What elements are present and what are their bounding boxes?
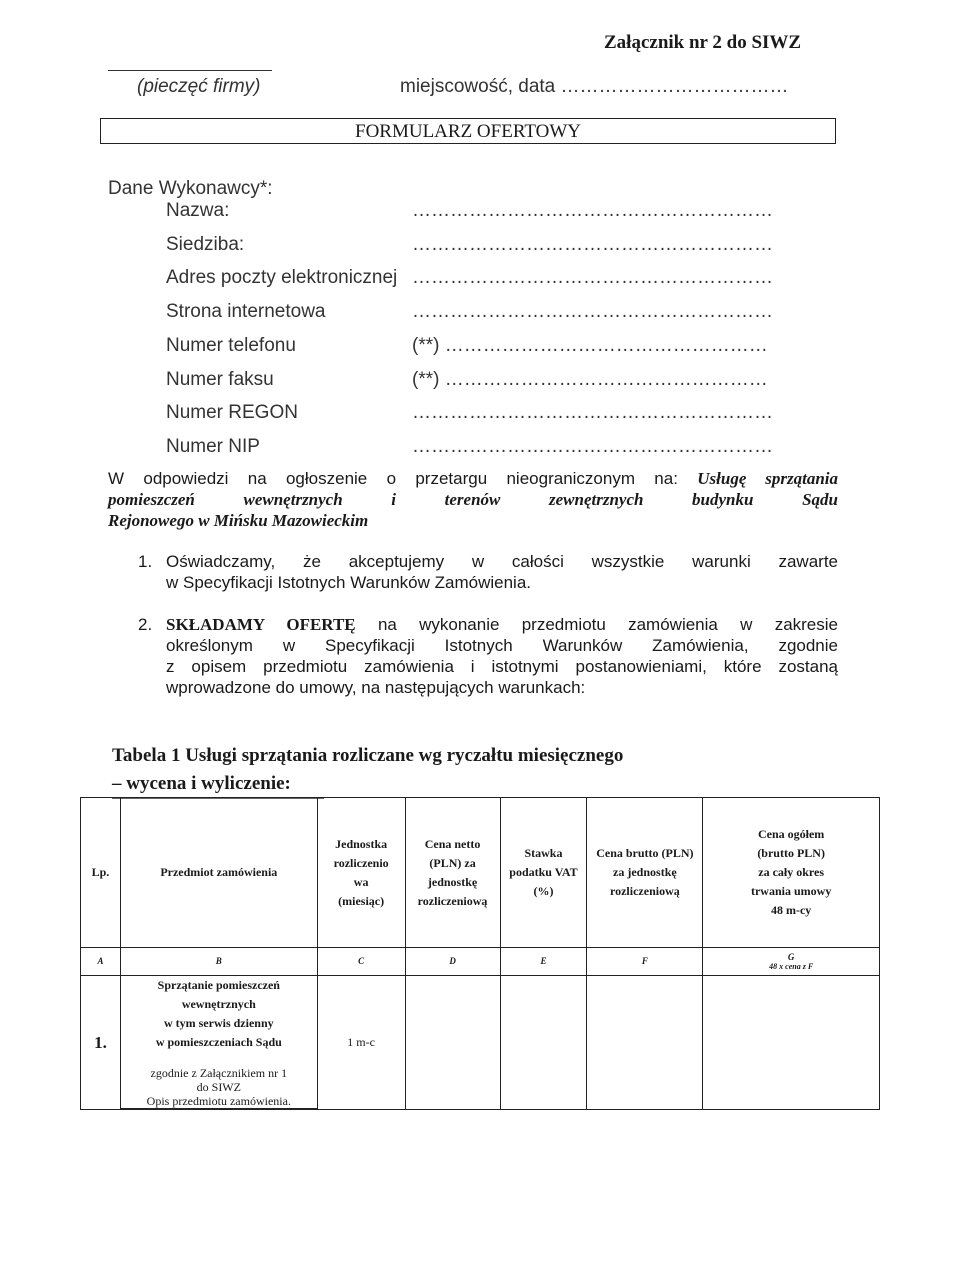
column-letter-g: G 48 x cena z F — [703, 948, 880, 976]
column-letter-row — [81, 948, 880, 976]
seat-label: Siedziba: — [166, 234, 245, 255]
header-net-price: Cena netto (PLN) za jednostkę rozliczeniową — [405, 798, 500, 948]
row-lp: 1. — [81, 976, 121, 1110]
header-unit: Jednostka rozliczenio wa (miesiąc) — [317, 798, 405, 948]
offer-strong: SKŁADAMY OFERTĘ — [166, 615, 356, 634]
item-1-line-2: w Specyfikacji Istotnych Warunków Zamówienia. — [166, 573, 532, 592]
tender-subject-b: pomieszczeń wewnętrznych i terenów zewnętrznych budynku Sądu — [108, 490, 838, 509]
row-vat-rate-input[interactable] — [500, 976, 587, 1110]
fax-label: Numer faksu — [166, 369, 274, 390]
column-letter-e: E — [500, 948, 587, 976]
row-subject-note: zgodnie z Załącznikiem nr 1 do SIWZ Opis przedmiotu zamówienia. — [123, 1066, 315, 1109]
phone-label: Numer telefonu — [166, 335, 296, 356]
item-number: 2. — [138, 615, 153, 634]
fax-field: (**) …………………………………………… — [412, 369, 768, 390]
form-title-box — [100, 118, 836, 144]
row-total-price-input[interactable] — [703, 976, 880, 1110]
row-unit: 1 m-c — [317, 976, 405, 1110]
row-gross-price-input[interactable] — [587, 976, 703, 1110]
website-label: Strona internetowa — [166, 301, 326, 322]
nip-label: Numer NIP — [166, 436, 260, 457]
phone-field: (**) …………………………………………… — [412, 335, 768, 356]
item-number: 1. — [138, 552, 153, 571]
table-header-row — [81, 798, 880, 948]
table-caption-line-1: Tabela 1 Usługi sprzątania rozliczane wg ryczałtu miesięcznego — [112, 745, 624, 766]
seat-field: ………………………………………………… — [412, 234, 773, 255]
column-g-formula: 48 x cena z F — [769, 962, 814, 971]
email-label: Adres poczty elektronicznej — [166, 267, 398, 288]
column-letter-d: D — [405, 948, 500, 976]
item-2-line-1: na wykonanie przedmiotu zamówienia w zakresie — [377, 615, 838, 634]
company-stamp-label: (pieczęć firmy) — [137, 76, 261, 97]
declaration-item-1 — [138, 551, 838, 593]
name-field: ………………………………………………… — [412, 200, 773, 221]
tender-subject-a: Usługę sprzątania — [697, 469, 838, 488]
form-title: FORMULARZ OFERTOWY — [355, 121, 581, 142]
column-letter-f: F — [587, 948, 703, 976]
header-vat-rate: Stawka podatku VAT (%) — [500, 798, 587, 948]
contractor-data-label: Dane Wykonawcy*: — [108, 178, 273, 199]
declaration-item-2 — [138, 614, 838, 698]
intro-paragraph — [108, 468, 838, 531]
column-letter-a: A — [81, 948, 121, 976]
column-letter-b: B — [120, 948, 317, 976]
header-gross-price: Cena brutto (PLN) za jednostkę rozliczeniową — [587, 798, 703, 948]
name-label: Nazwa: — [166, 200, 230, 221]
regon-label: Numer REGON — [166, 402, 298, 423]
intro-lead: W odpowiedzi na ogłoszenie o przetargu nieograniczonym na: — [108, 469, 678, 488]
email-field: ………………………………………………… — [412, 267, 773, 288]
header-total-price: Cena ogółem (brutto PLN) za cały okres trwania umowy 48 m-cy — [703, 798, 880, 948]
table-caption — [112, 742, 732, 799]
item-2-line-3: z opisem przedmiotu zamówienia i istotnymi postanowieniami, które zostaną — [166, 657, 838, 676]
tender-subject-c: Rejonowego w Mińsku Mazowieckim — [108, 511, 369, 530]
place-date-field: miejscowość, data ……………………………… — [400, 76, 789, 97]
annex-label: Załącznik nr 2 do SIWZ — [604, 32, 802, 53]
pricing-table — [80, 797, 880, 1110]
header-subject: Przedmiot zamówienia — [120, 798, 317, 948]
item-2-line-4: wprowadzone do umowy, na następujących warunkach: — [166, 678, 586, 697]
regon-field: ………………………………………………… — [412, 402, 773, 423]
table-row — [81, 976, 880, 1110]
stamp-line — [108, 70, 272, 71]
item-1-line-1: Oświadczamy, że akceptujemy w całości wszystkie warunki zawarte — [166, 552, 838, 571]
website-field: ………………………………………………… — [412, 301, 773, 322]
header-lp: Lp. — [81, 798, 121, 948]
table-caption-line-2: – wycena i wyliczenie: — [112, 770, 324, 799]
item-2-line-2: określonym w Specyfikacji Istotnych Warunków Zamówienia, zgodnie — [166, 636, 838, 655]
column-letter-c: C — [317, 948, 405, 976]
row-subject: Sprzątanie pomieszczeń wewnętrznych w tym serwis dzienny w pomieszczeniach Sądu zgodnie z Załącznikiem nr 1 do SIWZ Opis przedmiotu zamówienia. — [120, 976, 317, 1110]
nip-field: ………………………………………………… — [412, 436, 773, 457]
row-net-price-input[interactable] — [405, 976, 500, 1110]
